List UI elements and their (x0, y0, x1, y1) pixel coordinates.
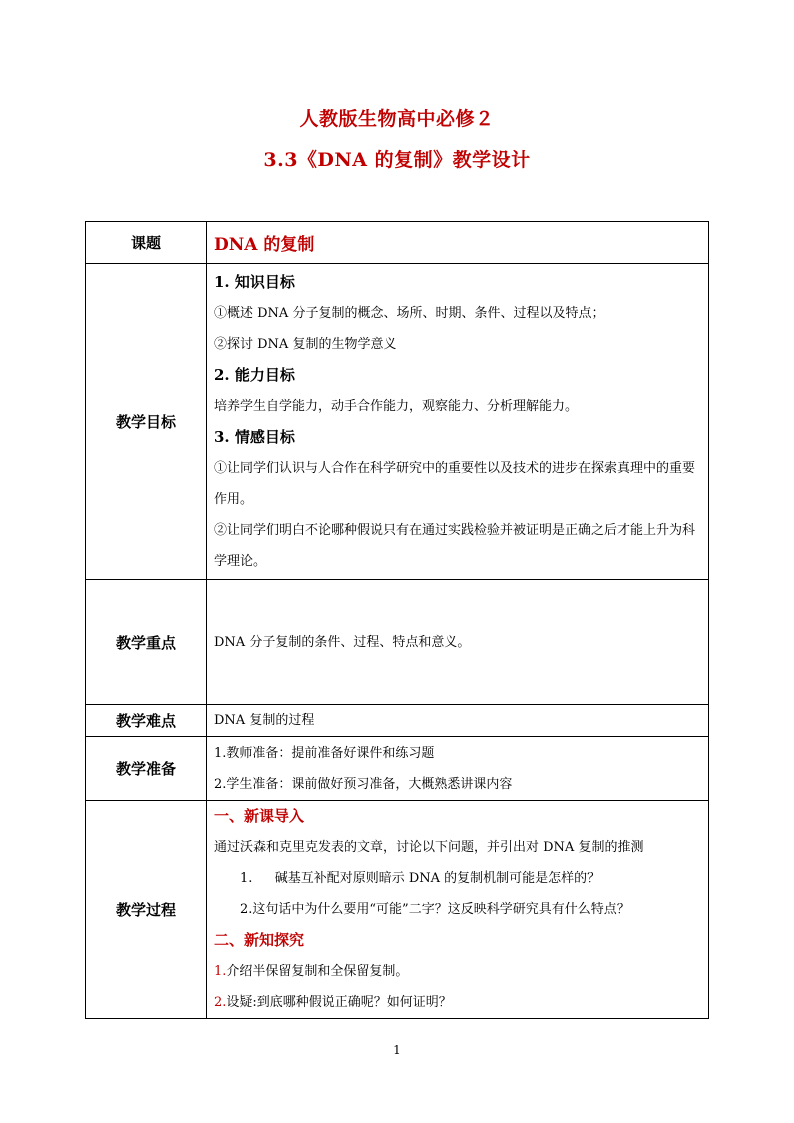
table-row-process (86, 801, 709, 1019)
question-1-number: 1. (240, 871, 253, 886)
page-number: 1 (393, 1043, 401, 1057)
difficulties-label: 教学难点 (86, 705, 207, 737)
teacher-preparation: 1.教师准备：提前准备好课件和练习题 (214, 745, 435, 761)
topic-cell (207, 222, 709, 264)
key-points-text: DNA 分子复制的条件、过程、特点和意义。 (214, 634, 471, 650)
knowledge-goal-1: ①概述 DNA 分子复制的概念、场所、时期、条件、过程以及特点； (214, 305, 605, 321)
difficulties-text: DNA 复制的过程 (214, 713, 315, 728)
ability-goal: 培养学生自学能力，动手合作能力，观察能力、分析理解能力。 (214, 398, 579, 414)
question-1-text: 碱基互补配对原则暗示 DNA 的复制机制可能是怎样的？ (274, 871, 601, 886)
preparation-cell (207, 737, 709, 801)
explore-item-1 (214, 956, 701, 987)
table-row-topic (86, 222, 709, 264)
difficulties-cell (207, 705, 709, 737)
ability-goal-heading: 2. 能力目标 (214, 365, 295, 384)
emotion-goal-heading: 3. 情感目标 (214, 427, 295, 446)
table-row-preparation (86, 737, 709, 801)
knowledge-goal-heading: 1. 知识目标 (214, 272, 295, 291)
explore-item-2 (214, 987, 701, 1018)
explore-item-1-text: 介绍半保留复制和全保留复制。 (226, 964, 409, 979)
explore-item-2-number: 2. (214, 995, 227, 1010)
emotion-goal-1: ①让同学们认识与人合作在科学研究中的重要性以及技术的进步在探索真理中的重要作用。 (214, 460, 696, 507)
lesson-plan-table (85, 221, 709, 1019)
emotion-goal-2: ②让同学们明白不论哪种假说只有在通过实践检验并被证明是正确之后才能上升为科学理论。 (214, 522, 696, 569)
process-cell (207, 801, 709, 1019)
student-preparation: 2.学生准备：课前做好预习准备，大概熟悉讲课内容 (214, 776, 513, 792)
table-row-key-points (86, 580, 709, 705)
section-intro-heading: 一、新课导入 (214, 807, 305, 825)
question-1 (214, 863, 701, 894)
intro-text: 通过沃森和克里克发表的文章，讨论以下问题，并引出对 DNA 复制的推测 (214, 840, 644, 855)
key-points-cell (207, 580, 709, 705)
topic-value: DNA 的复制 (214, 235, 315, 255)
key-points-label: 教学重点 (86, 580, 207, 705)
document-title: 人教版生物高中必修２ (299, 108, 495, 130)
knowledge-goal-2: ②探讨 DNA 复制的生物学意义 (214, 336, 397, 352)
table-row-objectives (86, 264, 709, 580)
table-row-difficulties (86, 705, 709, 737)
process-label: 教学过程 (86, 801, 207, 1019)
objectives-label: 教学目标 (86, 264, 207, 580)
explore-item-1-number: 1. (214, 964, 227, 979)
topic-label: 课题 (86, 222, 207, 264)
document-subtitle: 3.3《DNA 的复制》教学设计 (263, 149, 531, 171)
objectives-cell (207, 264, 709, 580)
explore-item-2-text: 设疑:到底哪种假说正确呢？如何证明？ (226, 995, 452, 1010)
question-2: 2.这句话中为什么要用“可能”二字？这反映科学研究具有什么特点？ (240, 902, 630, 917)
section-explore-heading: 二、新知探究 (214, 931, 305, 949)
preparation-label: 教学准备 (86, 737, 207, 801)
